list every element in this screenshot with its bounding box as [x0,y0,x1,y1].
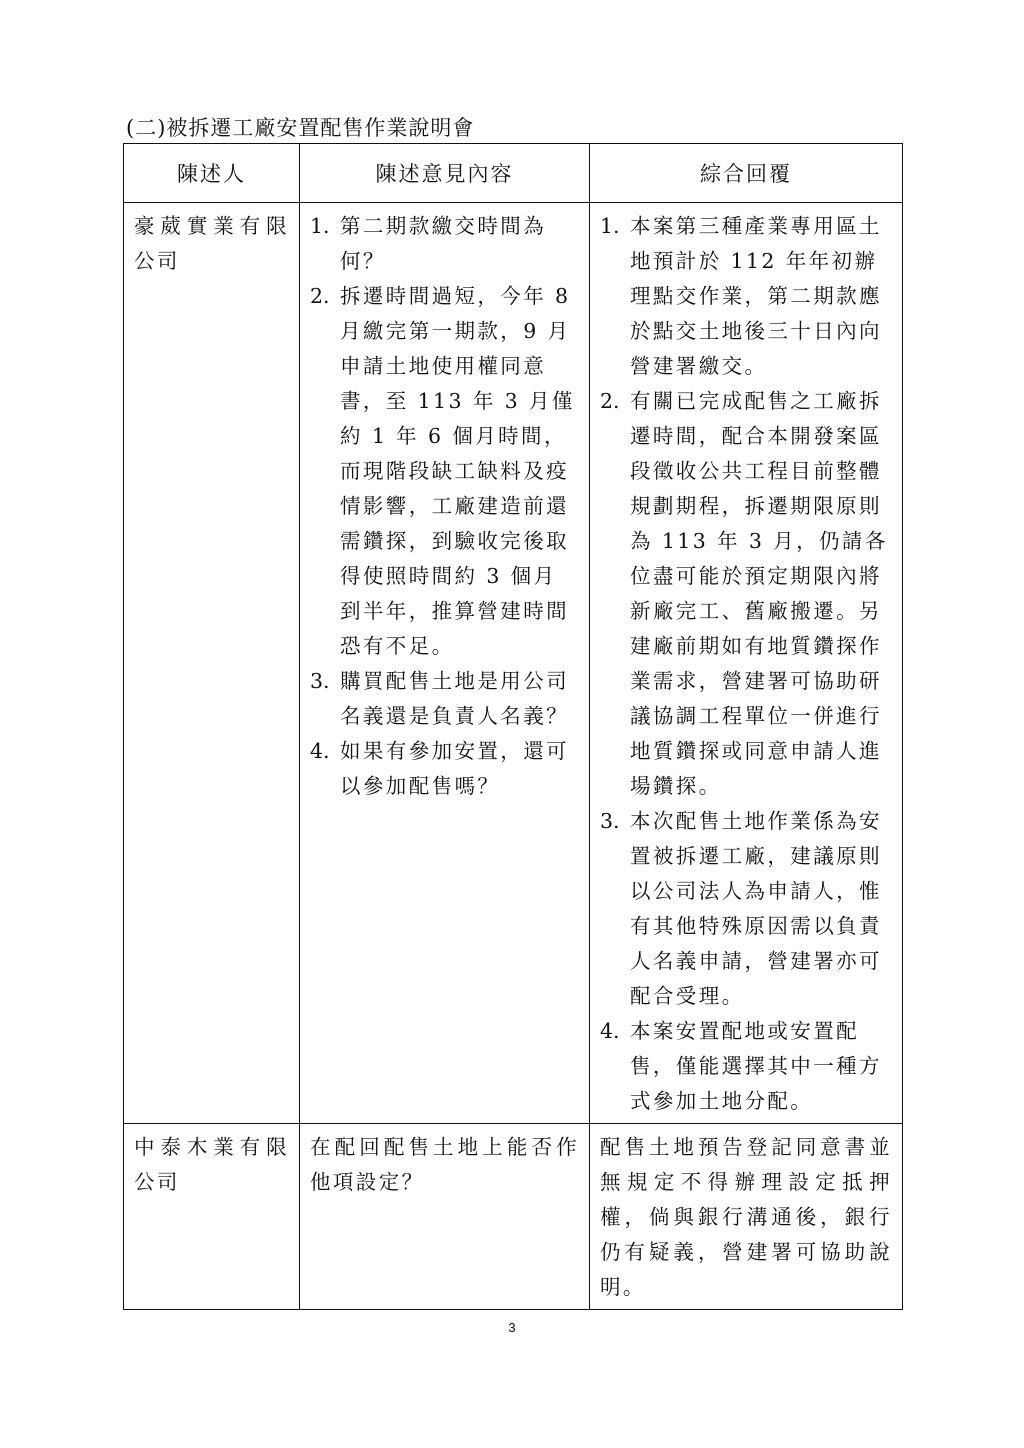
item-number: 3. [600,809,620,833]
item-text: 本次配售土地作業係為安置被拆遷工廠，建議原則以公司法人為申請人，惟有其他特殊原因需以負責人名義申請，營建署亦可配合受理。 [630,809,882,1008]
item-number: 2. [600,389,620,413]
header-speaker: 陳述人 [124,144,300,203]
item-text: 拆遷時間過短，今年 8 月繳完第一期款，9 月申請土地使用權同意書，至 113 年 3 月僅約 1 年 6 個月時間，而現階段缺工缺料及疫情影響，工廠建造前還需鑽探，到驗收完後取得使照時間約 3 個月到半年，推算營建時間恐有不足。 [340,284,575,658]
opinion-item [310,734,579,804]
opinion-cell [300,1124,590,1310]
reply-item [600,804,892,1014]
opinion-item [310,209,579,279]
item-text: 購買配售土地是用公司名義還是負責人名義？ [340,669,569,728]
page-number: 3 [508,1320,516,1335]
header-reply: 綜合回覆 [590,144,903,203]
table-row [124,1124,903,1310]
reply-item [600,1014,892,1119]
speaker-name: 豪葳實業有限公司 [134,214,289,273]
item-text: 本案安置配地或安置配售，僅能選擇其中一種方式參加土地分配。 [630,1019,882,1113]
item-text: 本案第三種產業專用區土地預計於 112 年年初辦理點交作業，第二期款應於點交土地後三十日內向營建署繳交。 [630,214,882,378]
item-text: 有關已完成配售之工廠拆遷時間，配合本開發案區段徵收公共工程目前整體規劃期程，拆遷期限原則為 113 年 3 月，仍請各位盡可能於預定期限內將新廠完工、舊廠搬遷。另建廠前期如有地質鑽探作業需求，營建署可協助研議協調工程單位一併進行地質鑽探或同意申請人進場鑽探。 [630,389,888,798]
item-number: 1. [600,214,620,238]
item-number: 2. [310,284,330,308]
reply-item [600,384,892,804]
reply-cell [590,1124,903,1310]
opinion-item [310,279,579,664]
header-opinion: 陳述意見內容 [300,144,590,203]
opinion-cell [300,203,590,1124]
table-header-row [124,144,903,203]
item-number: 4. [600,1019,620,1043]
speaker-name: 中泰木業有限公司 [134,1135,289,1194]
item-number: 1. [310,214,330,238]
speaker-cell [124,1124,300,1310]
reply-item [600,209,892,384]
item-text: 第二期款繳交時間為何？ [340,214,547,273]
table-row [124,203,903,1124]
item-number: 4. [310,739,330,763]
speaker-cell [124,203,300,1124]
item-text: 如果有參加安置，還可以參加配售嗎？ [340,739,569,798]
reply-cell [590,203,903,1124]
reply-text: 配售土地預告登記同意書並無規定不得辦理設定抵押權，倘與銀行溝通後，銀行仍有疑義，營建署可協助說明。 [600,1135,892,1299]
opinion-text: 在配回配售土地上能否作他項設定？ [310,1135,579,1194]
statement-table [123,143,903,1310]
opinion-item [310,664,579,734]
item-number: 3. [310,669,330,693]
section-title: (二)被拆遷工廠安置配售作業說明會 [126,116,475,140]
